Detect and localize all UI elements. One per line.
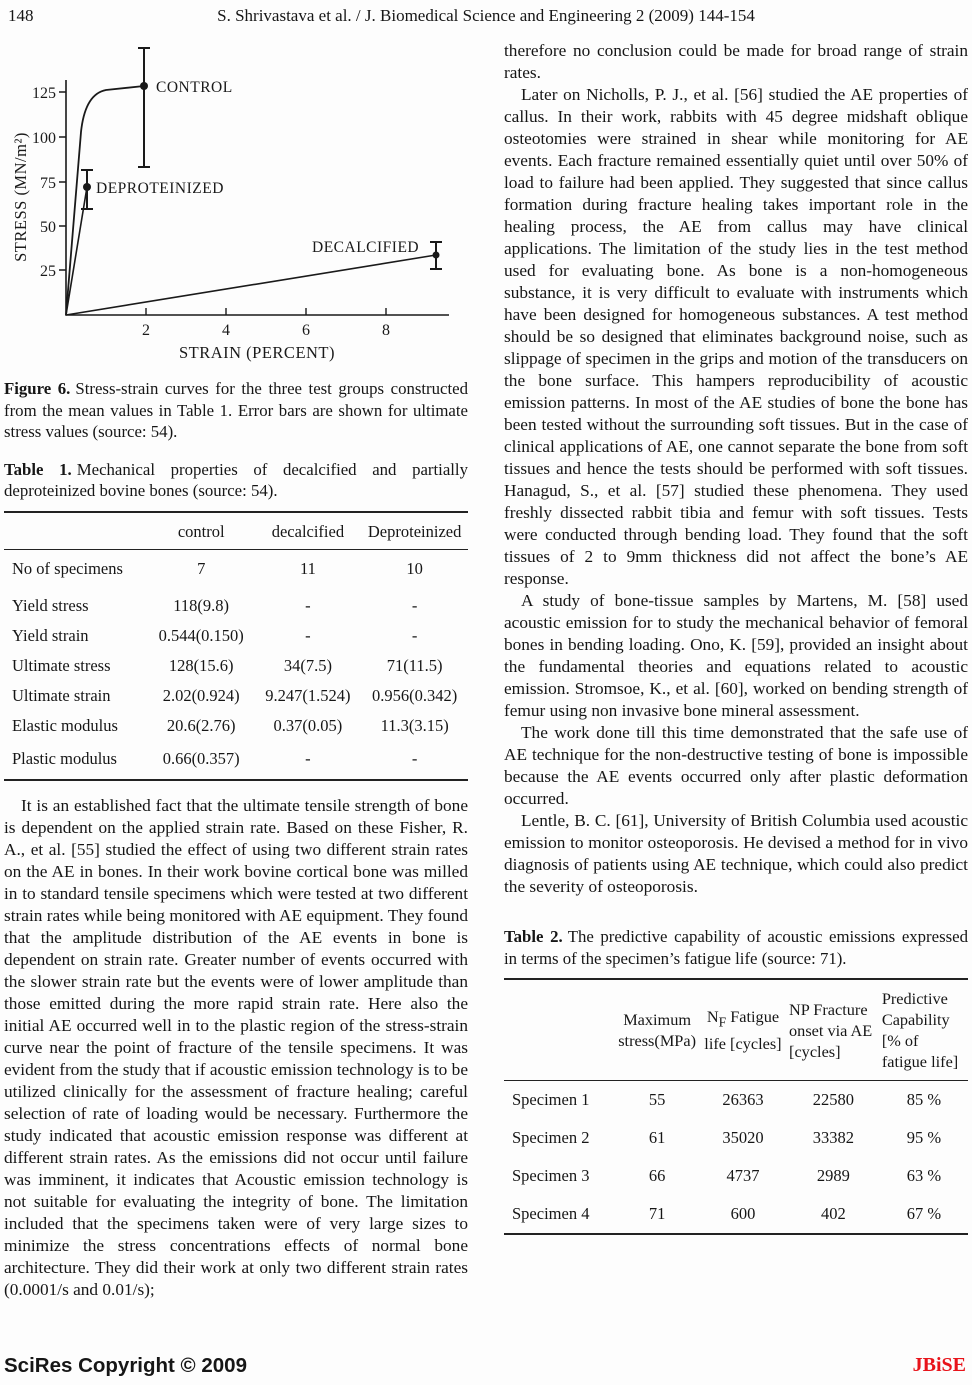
table1-r6-label: Plastic modulus: [12, 748, 117, 768]
decalcified-series-label: DECALCIFIED: [312, 239, 420, 256]
table1-r3-c2: 34(7.5): [283, 655, 332, 675]
table1-r5-c3: 11.3(3.15): [380, 715, 449, 735]
table2-r3-label: Specimen 4: [512, 1204, 590, 1223]
table-row: [504, 1081, 968, 1120]
table1-col-blank: [4, 512, 148, 550]
table1-col-control: control: [148, 512, 255, 550]
table1-caption-text: Mechanical properties of decalcified and partially deproteinized bovine bones (source: 54).: [4, 459, 468, 500]
x-tick-8: 8: [382, 322, 390, 339]
deproteinized-series-label: DEPROTEINIZED: [96, 180, 224, 197]
axes: [66, 80, 449, 315]
table2-col-predictive: Predictive Capability [% of fatigue life]: [880, 979, 968, 1081]
table2-r1-c3: 33382: [812, 1128, 855, 1147]
control-series-label: CONTROL: [156, 79, 233, 96]
table2-caption-label: Table 2.: [504, 927, 563, 946]
x-axis-ticks: [146, 308, 386, 315]
table1: [4, 511, 468, 781]
table1-r3-c1: 128(15.6): [168, 655, 234, 675]
y-tick-25: 25: [40, 263, 56, 280]
table2-caption: [504, 926, 968, 969]
table1-r1-c3: -: [411, 595, 418, 615]
right-paragraph-2: Later on Nicholls, P. J., et al. [56] studied the AE properties of callus. In their work, rabbits with 45 degree midshaft oblique osteotomies were strained in shear while monitoring for AE events. Each fracture remained essentially quiet until over 50% of load to failure had been applied. They suggested that since callus formation during fracture healing takes important role in the healing process, the AE from callus may have clinical applications. The limitation of the study lies in the test method used for evaluating bone. As bone is a non-homogeneous substance, it is very difficult to evaluate with instruments which have been designed for homogeneous substances. A test method should be so designed that eliminates background noise, such as slippage of specimen in the grips and motion of the transducers on the bone surface. This hampers reproducibility of acoustic emission patterns. In most of the AE studies of bone the bone has been tested without the surrounding soft tissues. But in the case of clinical applications of AE, one cannot separate the bone from soft tissues and hence the tests should be performed with soft tissues. Hanagud, S., et al. [57] studied these phenomena. They used freshly dissected rabbit tibia and femur with soft tissues. Tests were conducted through bending load. They found that the soft tissues of 2 to 9mm thickness did not affect the bone’s AE response.: [504, 85, 968, 588]
figure6-caption: [4, 378, 468, 443]
x-tick-6: 6: [302, 322, 310, 339]
table1-r1-c1: 118(9.8): [173, 595, 230, 615]
table2-r3-c2: 600: [730, 1204, 756, 1223]
table-row: [4, 681, 468, 711]
deproteinized-point: [83, 183, 91, 191]
table2-r0-c3: 22580: [812, 1090, 855, 1109]
table2-r0-c4: 85 %: [906, 1090, 942, 1109]
table1-r5-c2: 0.37(0.05): [273, 715, 343, 735]
y-tick-50: 50: [40, 219, 56, 236]
table2-r2-label: Specimen 3: [512, 1166, 590, 1185]
figure6-caption-label: Figure 6.: [4, 379, 71, 398]
table1-caption-label: Table 1.: [4, 459, 72, 479]
table2: [504, 978, 968, 1235]
figure6-caption-text: Stress-strain curves for the three test groups constructed from the mean values in Table 1. Error bars are shown for ultimate stress values (source: 54).: [4, 379, 468, 441]
y-tick-125: 125: [32, 85, 56, 102]
table2-r3-c4: 67 %: [906, 1204, 942, 1223]
table-row: [4, 711, 468, 741]
journal-logo-text: JBiSE: [912, 1354, 966, 1376]
x-axis-label: STRAIN (PERCENT): [178, 343, 336, 362]
table1-caption: [4, 459, 468, 502]
table1-col-decalcified: decalcified: [255, 512, 362, 550]
table2-header-row: [504, 979, 968, 1081]
decalcified-point: [433, 252, 440, 259]
table2-r1-c1: 61: [648, 1128, 666, 1147]
table2-col-fatigue-life: [699, 979, 787, 1081]
right-paragraph-3: A study of bone-tissue samples by Martens, M. [58] used acoustic emission for to study the mechanical behavior of femoral bones in bending loading. Ono, K. [59], provided an insight about the fundamental theories and equations related to acoustic emission. Stromsoe, K., et al. [60], worked on bending strength of femur using non invasive bone mineral assessment.: [504, 591, 968, 720]
table2-r0-label: Specimen 1: [512, 1090, 590, 1109]
table1-r0-c1: 7: [197, 558, 206, 578]
table1-r4-c3: 0.956(0.342): [372, 685, 458, 705]
table-row: [4, 741, 468, 780]
table1-r6-c3: -: [411, 748, 418, 768]
table-row: [4, 549, 468, 591]
nf-rest: Fatigue life [cycles]: [704, 1007, 782, 1053]
table2-r2-c1: 66: [648, 1166, 666, 1185]
table2-r1-c4: 95 %: [906, 1128, 942, 1147]
table1-r4-c1: 2.02(0.924): [162, 685, 240, 705]
table2-r1-c2: 35020: [722, 1128, 764, 1147]
x-tick-4: 4: [222, 322, 230, 339]
table1-r2-c1: 0.544(0.150): [158, 625, 244, 645]
page-header: [4, 6, 968, 32]
page-number: 148: [8, 6, 34, 25]
table1-r2-label: Yield strain: [12, 625, 89, 645]
table2-r2-c2: 4737: [726, 1166, 760, 1185]
table2-r0-c1: 55: [648, 1090, 666, 1109]
table-row: [504, 1195, 968, 1234]
deproteinized-curve: [66, 187, 87, 315]
table1-r4-c2: 9.247(1.524): [265, 685, 351, 705]
control-point: [140, 82, 148, 90]
table1-r3-label: Ultimate stress: [12, 655, 111, 675]
table1-r1-c2: -: [305, 595, 311, 615]
table-row: [504, 1119, 968, 1157]
table-row: [4, 621, 468, 651]
control-error-bar: [138, 48, 150, 167]
table2-col-blank: [504, 979, 615, 1081]
table1-r6-c2: -: [305, 748, 311, 768]
left-paragraph: It is an established fact that the ultimate tensile strength of bone is dependent on the applied strain rate. Based on these Fisher, R. A., et al. [55] studied the effect of using two different strain rates on the AE in bones. In their work bovine cortical bone was milled in to standard tensile specimens which were tested at two different strain rates while being monitored with AE equipment. They found that the amplitude distribution of the AE events in bone is dependent on strain rate. Greater number of events occurred with the slower strain rate but the events were of lower amplitude than those emitted during the more rapid strain rate. Here also the initial AE occurred well in to the plastic region of the stress-strain curve near the point of fracture of the tensile specimens. It was evident from the study that if acoustic emission technology is to be utilized clinically for the assessment of fracture healing; careful selection of rate of loading would be necessary. Furthermore the study indicated that acoustic emission response was different at different strain rates. As the emissions did not occur until failure was imminent, it indicates that Acoustic emission technology is not suitable for evaluating the integrity of bone. The limitation included that the specimens taken were of very large sizes to minimize the stress concentrations effects of normal bone architecture. They did their work at only two different strain rates (0.0001/s and 0.01/s);: [4, 795, 468, 1299]
nf-prefix: N: [706, 1007, 719, 1027]
table1-r4-label: Ultimate strain: [12, 685, 111, 705]
table2-r2-c3: 2989: [816, 1166, 850, 1185]
left-column: [4, 40, 468, 1301]
table1-r6-c1: 0.66(0.357): [162, 748, 240, 768]
table1-r2-c3: -: [411, 625, 418, 645]
table-row: [4, 651, 468, 681]
table1-header-row: [4, 512, 468, 550]
table2-r1-label: Specimen 2: [512, 1128, 590, 1147]
table2-r2-c4: 63 %: [906, 1166, 942, 1185]
right-paragraph-5: Lentle, B. C. [61], University of British Columbia used acoustic emission to monitor osteoporosis. He devised a method for in vivo diagnosis of patients using AE technique, which could also predict the severity of osteoporosis.: [504, 811, 968, 896]
table1-r1-label: Yield stress: [12, 595, 89, 615]
nf-subscript: F: [718, 1014, 727, 1030]
table2-r0-c2: 26363: [722, 1090, 764, 1109]
running-title: S. Shrivastava et al. / J. Biomedical Science and Engineering 2 (2009) 144-154: [217, 6, 755, 25]
table1-r0-c2: 11: [299, 558, 316, 578]
figure6-chart: [4, 40, 469, 372]
table1-col-deproteinized: Deproteinized: [361, 512, 468, 550]
y-tick-100: 100: [32, 130, 56, 147]
table2-col-fracture-onset: NP Fracture onset via AE [cycles]: [787, 979, 880, 1081]
table1-r0-label: No of specimens: [12, 558, 123, 578]
right-paragraph-4: The work done till this time demonstrated that the safe use of AE technique for the non-destructive testing of bone is impossible because the AE events occurred only after plastic deformation occurred.: [504, 723, 968, 808]
stress-strain-plot: [4, 40, 469, 372]
table-row: [4, 591, 468, 621]
table1-r3-c3: 71(11.5): [386, 655, 443, 675]
two-column-body: [4, 40, 968, 1301]
x-tick-2: 2: [142, 322, 150, 339]
table1-r0-c3: 10: [406, 558, 423, 578]
y-axis-label: STRESS (MN/m²): [11, 132, 30, 262]
table-row: [504, 1157, 968, 1195]
table1-r5-label: Elastic modulus: [12, 715, 118, 735]
table1-r2-c2: -: [305, 625, 311, 645]
table2-col-max-stress: Maximum stress(MPa): [615, 979, 699, 1081]
y-tick-75: 75: [40, 175, 56, 192]
table2-r3-c3: 402: [821, 1204, 846, 1223]
decalcified-curve: [66, 255, 436, 315]
table2-r3-c1: 71: [648, 1204, 666, 1223]
table2-caption-text: The predictive capability of acoustic emissions expressed in terms of the specimen’s fatigue life (source: 71).: [504, 927, 968, 968]
control-curve: [66, 86, 144, 315]
right-paragraph-1: therefore no conclusion could be made for broad range of strain rates.: [504, 41, 968, 82]
right-column: [504, 40, 968, 1301]
table1-r5-c1: 20.6(2.76): [166, 715, 236, 735]
copyright-text: SciRes Copyright © 2009: [4, 1354, 247, 1377]
y-axis-ticks: [59, 92, 66, 270]
